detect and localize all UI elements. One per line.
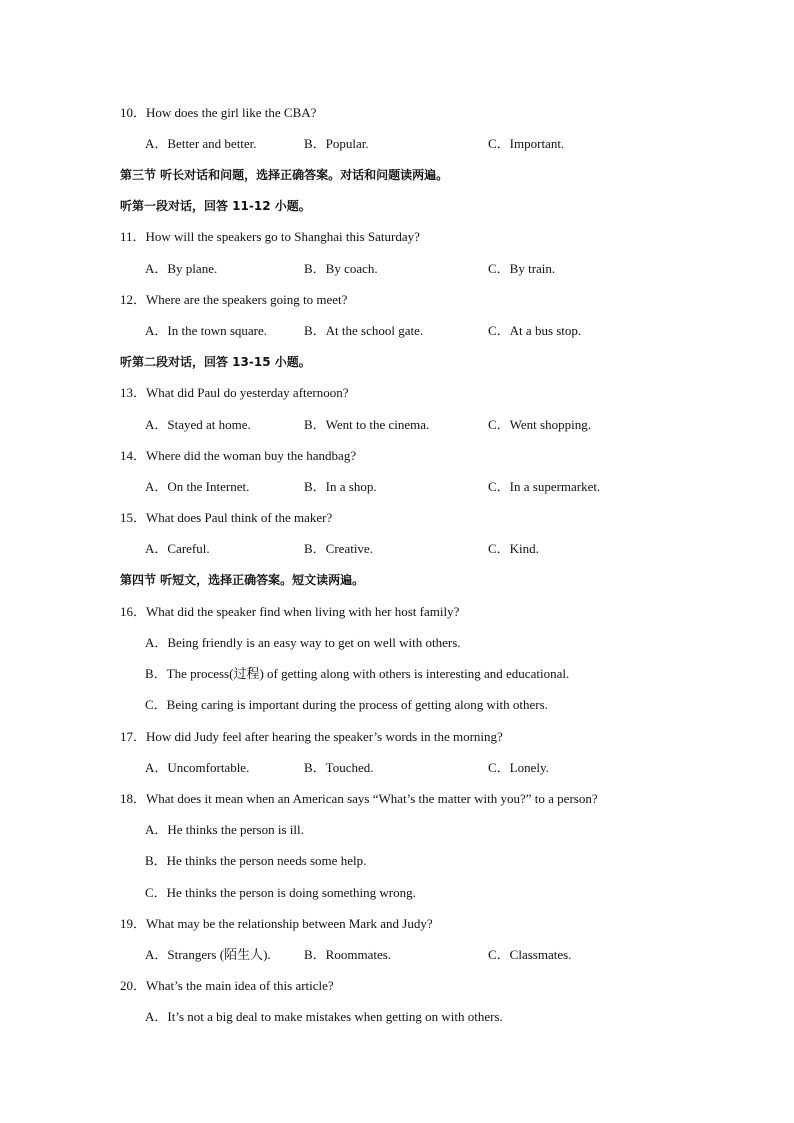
question-13: 13．What did Paul do yesterday afternoon?	[120, 385, 349, 400]
question-13-option-b: B．Went to the cinema.	[304, 417, 430, 432]
question-14-option-a: A．On the Internet.	[145, 479, 250, 494]
dialogue-1-heading: 听第一段对话，回答 11-12 小题。	[120, 199, 311, 213]
question-12-option-a: A．In the town square.	[145, 323, 268, 338]
dialogue-2-heading: 听第二段对话，回答 13-15 小题。	[120, 355, 311, 369]
question-18-option-c: C．He thinks the person is doing something wrong.	[145, 885, 416, 900]
question-11: 11．How will the speakers go to Shanghai this Saturday?	[120, 229, 420, 244]
question-20-option-a: A．It’s not a big deal to make mistakes when getting on with others.	[145, 1009, 503, 1024]
question-17: 17．How did Judy feel after hearing the speaker’s words in the morning?	[120, 729, 503, 744]
question-13-option-c: C．Went shopping.	[488, 417, 591, 432]
question-16: 16．What did the speaker find when living with her host family?	[120, 604, 460, 619]
question-11-option-a: A．By plane.	[145, 261, 218, 276]
question-16-option-c: C．Being caring is important during the process of getting along with others.	[145, 697, 548, 712]
section-4-heading: 第四节 听短文，选择正确答案。短文读两遍。	[120, 573, 365, 587]
question-11-option-c: C．By train.	[488, 261, 556, 276]
question-17-option-c: C．Lonely.	[488, 760, 549, 775]
question-18: 18．What does it mean when an American says “What’s the matter with you?” to a person?	[120, 791, 598, 806]
question-12-option-c: C．At a bus stop.	[488, 323, 582, 338]
question-19-option-a: A．Strangers (陌生人).	[145, 947, 271, 962]
question-14-option-b: B．In a shop.	[304, 479, 377, 494]
question-18-option-a: A．He thinks the person is ill.	[145, 822, 304, 837]
question-11-option-b: B．By coach.	[304, 261, 378, 276]
question-14-option-c: C．In a supermarket.	[488, 479, 601, 494]
question-16-option-a: A．Being friendly is an easy way to get on well with others.	[145, 635, 461, 650]
question-16-option-b: B．The process(过程) of getting along with others is interesting and educational.	[145, 666, 570, 681]
question-15-option-a: A．Careful.	[145, 541, 210, 556]
question-17-option-a: A．Uncomfortable.	[145, 760, 250, 775]
question-19-option-b: B．Roommates.	[304, 947, 392, 962]
question-19-option-c: C．Classmates.	[488, 947, 572, 962]
question-15-option-c: C．Kind.	[488, 541, 539, 556]
question-18-option-b: B．He thinks the person needs some help.	[145, 853, 367, 868]
section-3-heading: 第三节 听长对话和问题，选择正确答案。对话和问题读两遍。	[120, 168, 449, 182]
question-10-option-c: C．Important.	[488, 136, 565, 151]
question-17-option-b: B．Touched.	[304, 760, 374, 775]
question-19: 19．What may be the relationship between Mark and Judy?	[120, 916, 433, 931]
question-10-option-a: A．Better and better.	[145, 136, 257, 151]
question-10-option-b: B．Popular.	[304, 136, 369, 151]
question-12: 12．Where are the speakers going to meet?	[120, 292, 348, 307]
question-10: 10．How does the girl like the CBA?	[120, 105, 317, 120]
question-15-option-b: B．Creative.	[304, 541, 373, 556]
question-15: 15．What does Paul think of the maker?	[120, 510, 333, 525]
question-12-option-b: B．At the school gate.	[304, 323, 424, 338]
question-20: 20．What’s the main idea of this article?	[120, 978, 334, 993]
question-14: 14．Where did the woman buy the handbag?	[120, 448, 357, 463]
question-13-option-a: A．Stayed at home.	[145, 417, 251, 432]
